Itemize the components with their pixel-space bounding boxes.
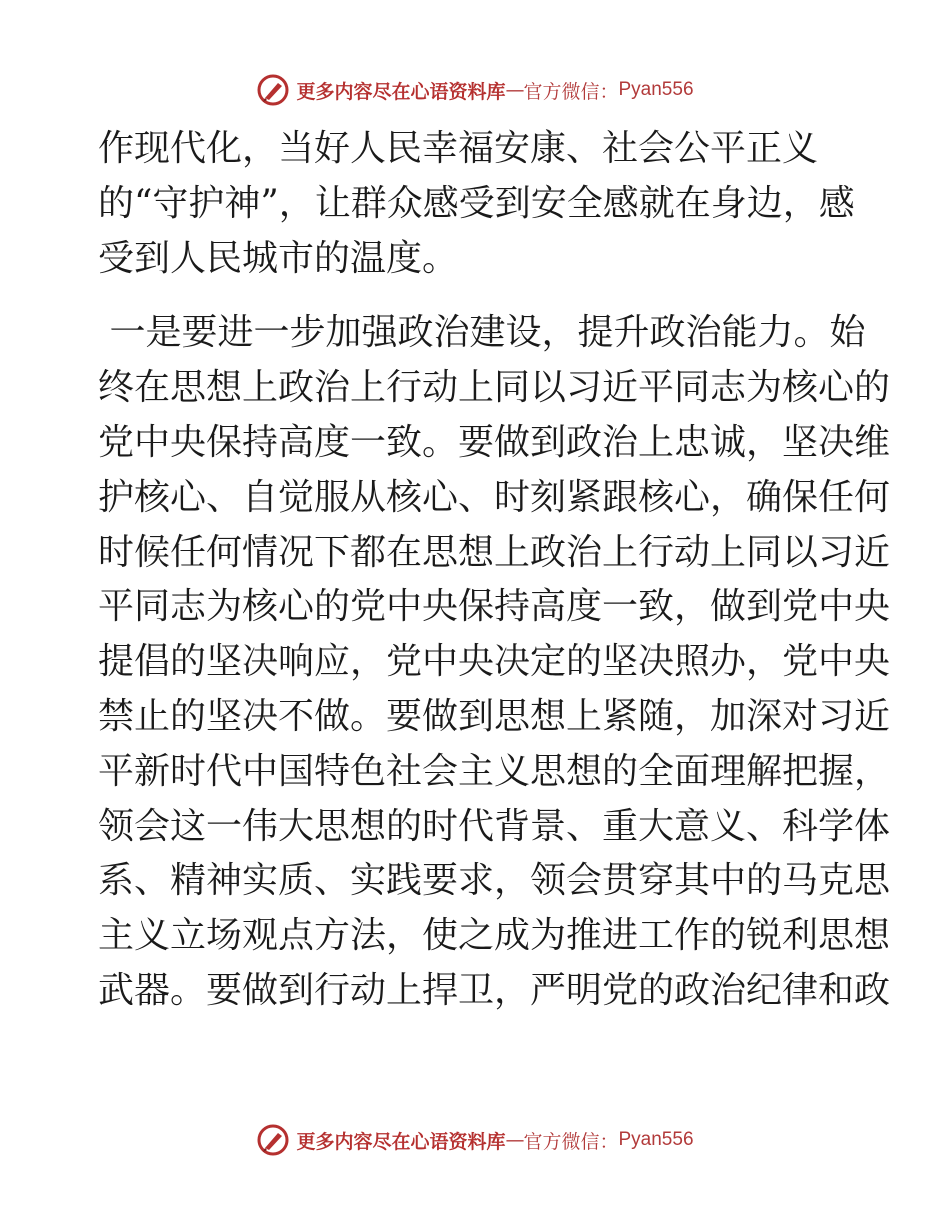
text-line: 领会这一伟大思想的时代背景、重大意义、科学体 [98,805,891,847]
text-line: 系、精神实质、实践要求，领会贯穿其中的马克思 [98,860,891,902]
text-line: 禁止的坚决不做。要做到思想上紧随，加深对习近 [98,695,891,737]
text-line: 护核心、自觉服从核心、时刻紧跟核心，确保任何 [98,476,891,518]
library-name: 更多内容尽在心语资料库 [296,1130,506,1153]
paragraph-2 [98,306,891,1018]
wechat-id: Pyan556 [618,1129,694,1150]
wechat-label: 官方微信： [523,80,619,103]
text-line: 平新时代中国特色社会主义思想的全面理解把握， [98,750,891,792]
text-line: 作现代化，当好人民幸福安康、社会公平正义 [98,128,819,169]
banner-dash: — [505,79,524,101]
text-line: 终在思想上政治上行动上同以习近平同志为核心的 [98,367,891,409]
text-line: 党中央保持高度一致。要做到政治上忠诚，坚决维 [98,421,891,463]
wechat-label: 官方微信： [523,1130,619,1153]
text-line: 一是要进一步加强政治建设，提升政治能力。始 [98,312,866,354]
text-line: 受到人民城市的温度。 [98,237,459,279]
text-line: 的“守护神”，让群众感受到安全感就在身边，感 [98,182,855,224]
text-line: 主义立场观点方法，使之成为推进工作的锐利思想 [98,915,891,957]
banner-dash: — [505,1129,524,1151]
library-name: 更多内容尽在心语资料库 [296,80,506,103]
text-line: 平同志为核心的党中央保持高度一致，做到党中央 [98,586,891,628]
pen-logo-icon [256,73,290,107]
text-line: 武器。要做到行动上捍卫，严明党的政治纪律和政 [98,969,891,1011]
header-banner [0,70,950,110]
text-line: 时候任何情况下都在思想上政治上行动上同以习近 [98,531,891,573]
wechat-id: Pyan556 [618,79,694,100]
footer-banner [0,1120,950,1160]
text-line: 提倡的坚决响应，党中央决定的坚决照办，党中央 [98,641,891,683]
pen-logo-icon [256,1123,290,1157]
document-body [98,122,891,1019]
paragraph-1 [98,122,858,286]
